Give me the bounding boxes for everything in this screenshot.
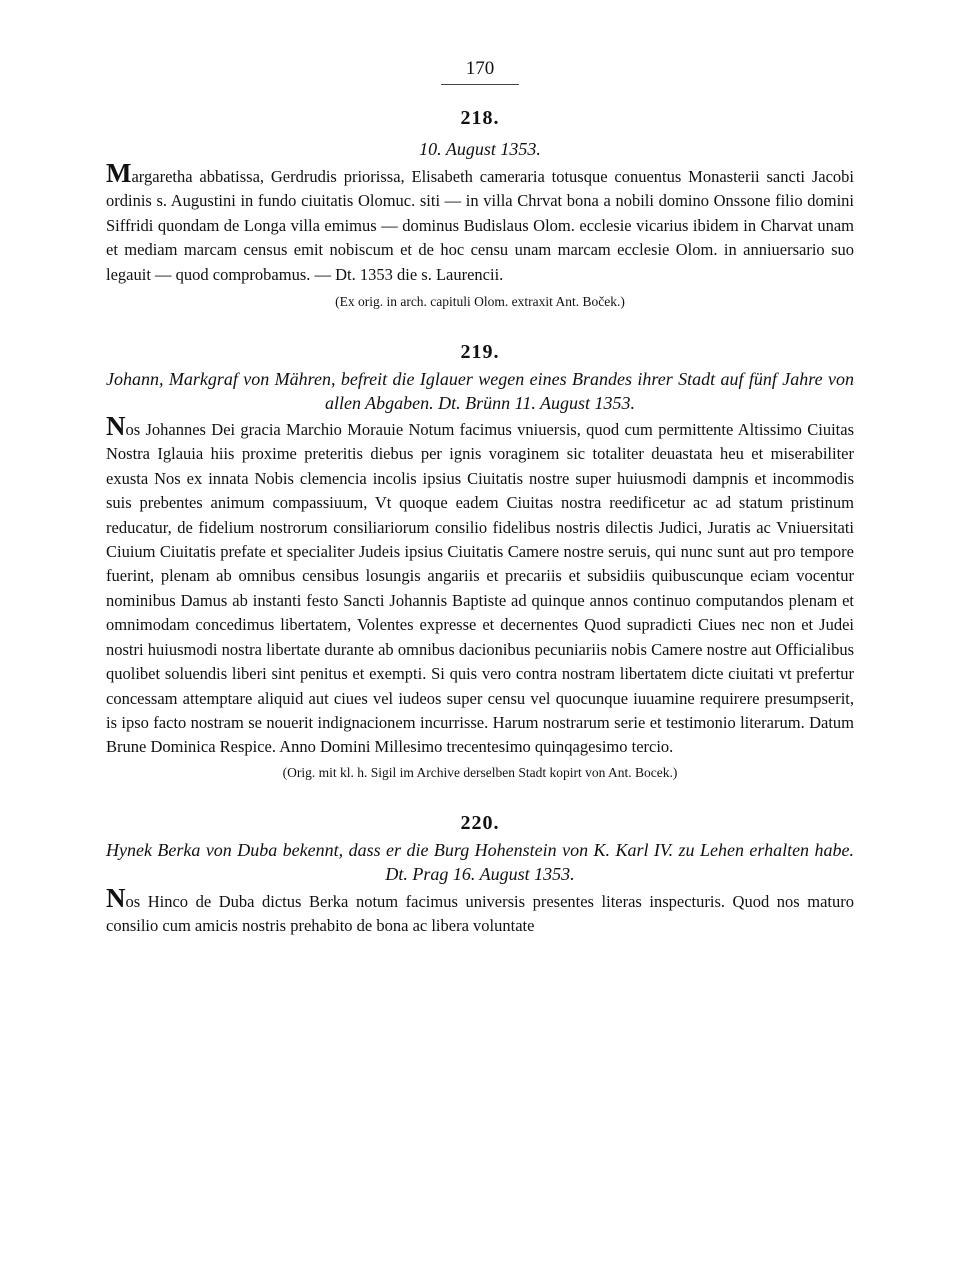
entry-body-text: argaretha abbatissa, Gerdrudis priorissa, Elisabeth cameraria totusque conuentus Monasterii sancti Jacobi ordinis s. Augustini in fundo ciuitatis Olomuc. siti — in villa Chrvat bona a nobili domino Onssone filio domini Siffridi quondam de Longa villa emimus — dominus Budislaus Olom. ecclesie vicarius ibidem in Charvat unam et mediam marcam census emit nobiscum et de hoc censu unam marcam ecclesie Olom. in anniuersario suo legauit — quod comprobamus. — Dt. 1353 die s. Laurencii. bbox=[106, 167, 854, 284]
page-number: 170 bbox=[465, 58, 495, 79]
entry-heading: Johann, Markgraf von Mähren, befreit die Iglauer wegen eines Brandes ihrer Stadt auf fünf Jahre von allen Abgaben. Dt. Brünn 11. August 1353. bbox=[106, 369, 854, 414]
entry-number: 219. bbox=[460, 341, 500, 364]
drop-cap: M bbox=[106, 158, 132, 188]
drop-cap: N bbox=[106, 411, 126, 442]
entry-body-text: os Johannes Dei gracia Marchio Morauie Notum facimus vniuersis, quod cum permittente Altissimo Ciuitas Nostra Iglauia hiis proxime preteritis diebus per ignis voraginem sic totaliter deuastata heu et miserabiliter exusta Nos ex innata Nobis clemencia incolis ipsius Ciuitatis nostre super huiusmodi dampnis et incommodis suis prebentes animum compassiuum, Vt quoque eadem Ciuitas nostra reedificetur ac ad statum pristinum reducatur, de fidelium nostrorum consiliariorum consilio fidelibus nostris dilectis Judici, Juratis ac Vniuersitati Ciuium Ciuitatis prefate et specialiter Judeis ipsius Ciuitatis Camere nostre seruis, qui nunc sunt aut pro tempore fuerint, plenam ab omnibus censibus losungis angariis et precariis et subsidiis quibuscunque eciam vocentur nominibus Damus ab instanti festo Sancti Johannis Baptiste ad quinque annos continuo computandos plenam et omnimodam concedimus libertatem, Volentes expresse et decernentes Quod supradicti Ciues nec non et Judei nostri huiusmodi nostra libertate durante ab omnibus dacionibus pecuniariis nobis Camere nostre aut Officialibus quolibet soluendis liberi sint penitus et exempti. Si quis vero contra nostram libertatem dicte ciuitati vt prefertur concessam attemptare aliquid aut ciues vel iudeos super censu vel quocunque iuuamine requirere presumpserit, is ipso facto nostram se nouerit indignacionem incurrisse. Harum nostrarum serie et testimonio literarum. Datum Brune Dominica Respice. Anno Domini Millesimo trecentesimo quinqagesimo tercio. bbox=[106, 420, 854, 757]
entry-220 bbox=[106, 812, 854, 939]
entry-heading: Hynek Berka von Duba bekennt, dass er die Burg Hohenstein von K. Karl IV. zu Lehen erhalten habe. Dt. Prag 16. August 1353. bbox=[106, 839, 854, 884]
document-page bbox=[106, 58, 854, 939]
entry-body bbox=[106, 158, 854, 287]
source-note: (Orig. mit kl. h. Sigil im Archive derselben Stadt kopirt von Ant. Bocek.) bbox=[282, 764, 678, 780]
entry-heading: 10. August 1353. bbox=[419, 139, 541, 159]
entry-number: 218. bbox=[460, 107, 500, 129]
page-number-rule bbox=[441, 84, 519, 85]
entry-body bbox=[106, 882, 854, 939]
entry-number: 220. bbox=[460, 811, 500, 834]
entry-218 bbox=[106, 107, 854, 311]
drop-cap: N bbox=[106, 882, 126, 913]
entry-219 bbox=[106, 341, 854, 782]
source-note: (Ex orig. in arch. capituli Olom. extraxit Ant. Boček.) bbox=[335, 294, 625, 310]
entry-body bbox=[106, 411, 854, 760]
entry-body-text: os Hinco de Duba dictus Berka notum facimus universis presentes literas inspecturis. Quod nos maturo consilio cum amicis nostris prehabito de bona ac libera voluntate bbox=[106, 891, 854, 936]
